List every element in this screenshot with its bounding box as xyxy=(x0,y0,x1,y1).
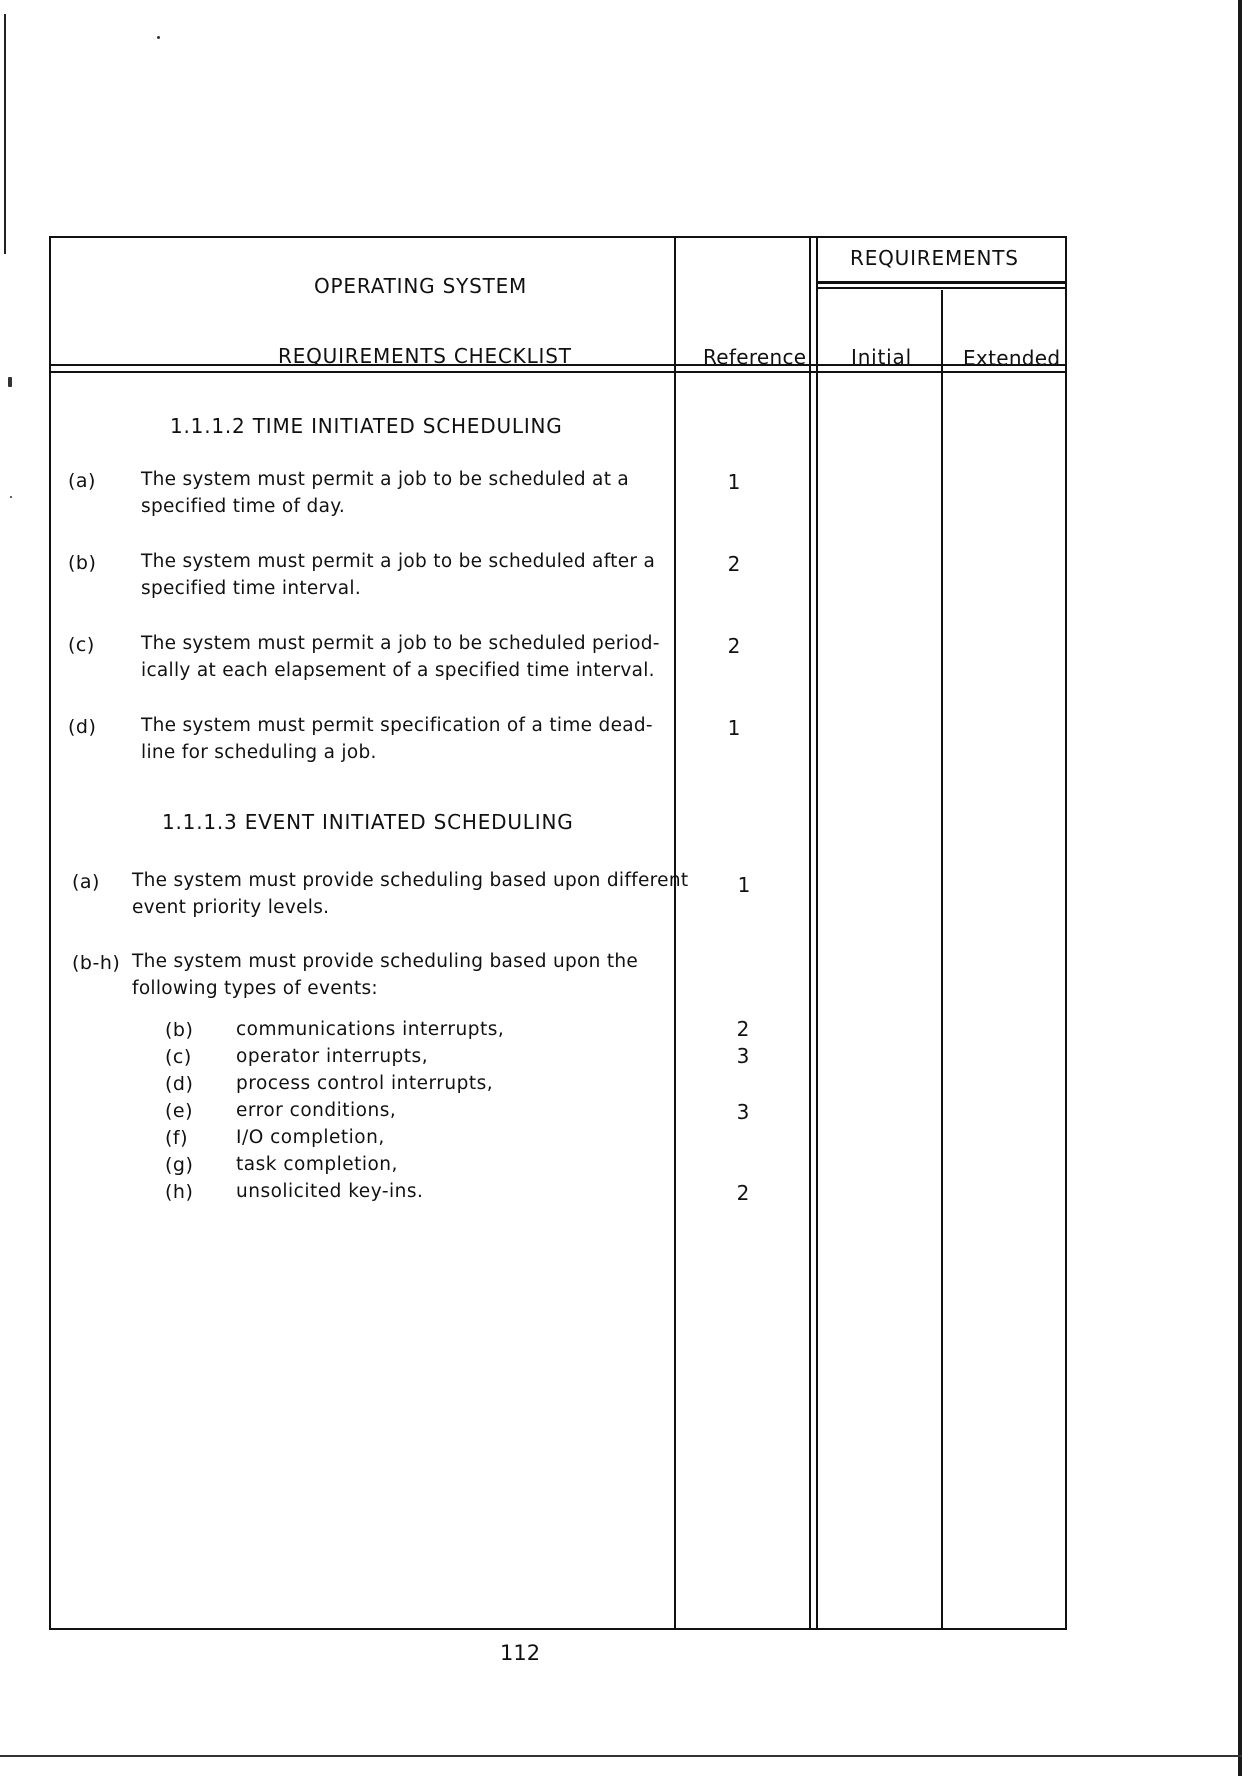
item-text-line: specified time of day. xyxy=(141,496,345,517)
table-title-line1: OPERATING SYSTEM xyxy=(314,274,528,298)
reference-value: 1 xyxy=(737,873,751,897)
event-text: I/O completion, xyxy=(236,1127,385,1148)
reference-column-divider xyxy=(674,238,676,1628)
checklist-table xyxy=(49,236,1067,1630)
item-label: (d) xyxy=(68,716,97,738)
requirements-group-header: REQUIREMENTS xyxy=(850,246,1019,270)
item-text-line: ically at each elapsement of a specified time interval. xyxy=(141,660,655,681)
event-label: (c) xyxy=(165,1046,192,1068)
item-text xyxy=(141,712,653,766)
requirements-group-rule xyxy=(818,281,1065,284)
item-text-line: The system must permit a job to be scheduled after a xyxy=(141,551,656,572)
section-heading: 1.1.1.3 EVENT INITIATED SCHEDULING xyxy=(162,810,574,834)
scan-speck xyxy=(157,36,160,39)
page-number: 112 xyxy=(500,1641,541,1665)
reference-value: 2 xyxy=(727,634,741,658)
table-title-line2: REQUIREMENTS CHECKLIST xyxy=(278,344,572,368)
event-text: operator interrupts, xyxy=(236,1046,429,1067)
reference-column-header: Reference xyxy=(703,345,807,369)
item-text xyxy=(141,466,629,520)
item-text-line: The system must permit specification of a time dead- xyxy=(141,715,653,736)
event-label: (g) xyxy=(165,1154,194,1176)
item-label: (c) xyxy=(68,634,95,656)
item-text-line: specified time interval. xyxy=(141,578,362,599)
item-label: (b) xyxy=(68,552,97,574)
header-rule-bottom xyxy=(51,371,1065,373)
item-text-line: following types of events: xyxy=(132,978,378,999)
event-label: (b) xyxy=(165,1019,194,1041)
item-text xyxy=(132,867,688,921)
item-label: (b-h) xyxy=(72,952,121,974)
reference-value: 2 xyxy=(736,1181,750,1205)
event-text: unsolicited key-ins. xyxy=(236,1181,424,1202)
scan-edge-right xyxy=(1238,0,1242,1776)
extended-column-header: Extended xyxy=(963,346,1061,370)
reference-value: 3 xyxy=(736,1044,750,1068)
event-label: (h) xyxy=(165,1181,194,1203)
item-text-line: The system must provide scheduling based upon different xyxy=(132,870,689,891)
requirements-divider-a xyxy=(809,238,811,1628)
reference-value: 1 xyxy=(727,470,741,494)
scan-edge-left xyxy=(4,14,6,254)
scan-edge-bottom xyxy=(0,1755,1242,1757)
reference-value: 2 xyxy=(727,552,741,576)
item-text xyxy=(141,548,655,602)
initial-column-header: Initial xyxy=(851,345,912,369)
item-text-line: The system must permit a job to be scheduled at a xyxy=(141,469,630,490)
item-text-line: The system must provide scheduling based upon the xyxy=(132,951,639,972)
event-text: process control interrupts, xyxy=(236,1073,494,1094)
reference-value: 3 xyxy=(736,1100,750,1124)
event-label: (f) xyxy=(165,1127,189,1149)
event-label: (e) xyxy=(165,1100,194,1122)
reference-value: 2 xyxy=(736,1017,750,1041)
requirements-divider-b xyxy=(816,238,818,1628)
item-label: (a) xyxy=(68,470,96,492)
event-label: (d) xyxy=(165,1073,194,1095)
event-text: error conditions, xyxy=(236,1100,397,1121)
requirements-group-rule-2 xyxy=(818,287,1065,289)
event-text: task completion, xyxy=(236,1154,398,1175)
item-text-line: The system must permit a job to be scheduled period- xyxy=(141,633,660,654)
section-heading: 1.1.1.2 TIME INITIATED SCHEDULING xyxy=(170,414,563,438)
item-text-line: line for scheduling a job. xyxy=(141,742,377,763)
item-text xyxy=(141,630,660,684)
item-text xyxy=(132,948,638,1002)
item-label: (a) xyxy=(72,871,100,893)
scan-speck xyxy=(8,377,12,387)
scan-speck xyxy=(10,496,12,498)
event-text: communications interrupts, xyxy=(236,1019,505,1040)
initial-extended-divider xyxy=(941,290,943,1628)
item-text-line: event priority levels. xyxy=(132,897,330,918)
reference-value: 1 xyxy=(727,716,741,740)
